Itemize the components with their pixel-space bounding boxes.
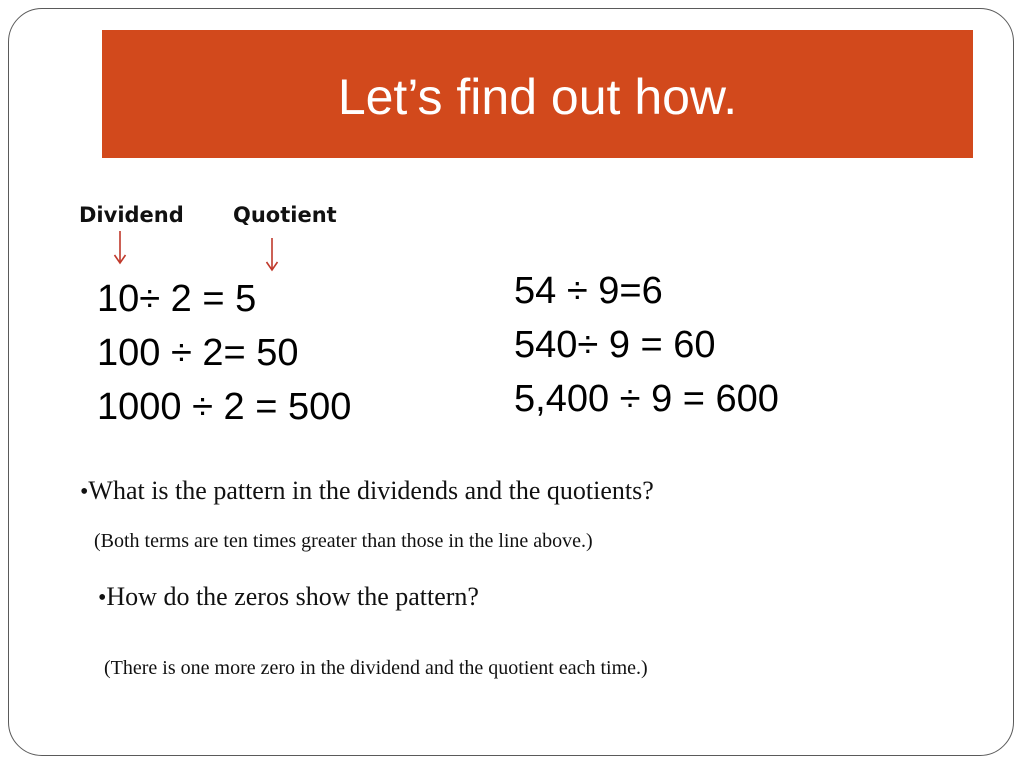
down-arrow-icon: [265, 238, 279, 272]
equation-line: 540÷ 9 = 60: [514, 324, 716, 366]
left-equations: [97, 272, 351, 434]
right-equations: [514, 264, 779, 426]
dividend-label: Dividend: [79, 203, 184, 227]
equation-line: 5,400 ÷ 9 = 600: [514, 378, 779, 420]
quotient-label: Quotient: [233, 203, 337, 227]
question-text: How do the zeros show the pattern?: [106, 582, 479, 611]
equation-line: 54 ÷ 9=6: [514, 270, 663, 312]
slide-title: Let’s find out how.: [337, 69, 738, 125]
question-1: [80, 476, 654, 506]
down-arrow-icon: [113, 231, 127, 265]
equation-line: 10÷ 2 = 5: [97, 278, 257, 320]
equation-line: 1000 ÷ 2 = 500: [97, 386, 352, 428]
title-bar: [102, 30, 973, 158]
equation-line: 100 ÷ 2= 50: [97, 332, 299, 374]
bullet-icon: •: [80, 479, 89, 505]
bullet-icon: •: [98, 585, 107, 611]
answer-2: (There is one more zero in the dividend and the quotient each time.): [104, 657, 648, 679]
answer-1: (Both terms are ten times greater than those in the line above.): [94, 530, 593, 552]
question-2: [98, 582, 479, 612]
question-text: What is the pattern in the dividends and the quotients?: [88, 476, 654, 505]
